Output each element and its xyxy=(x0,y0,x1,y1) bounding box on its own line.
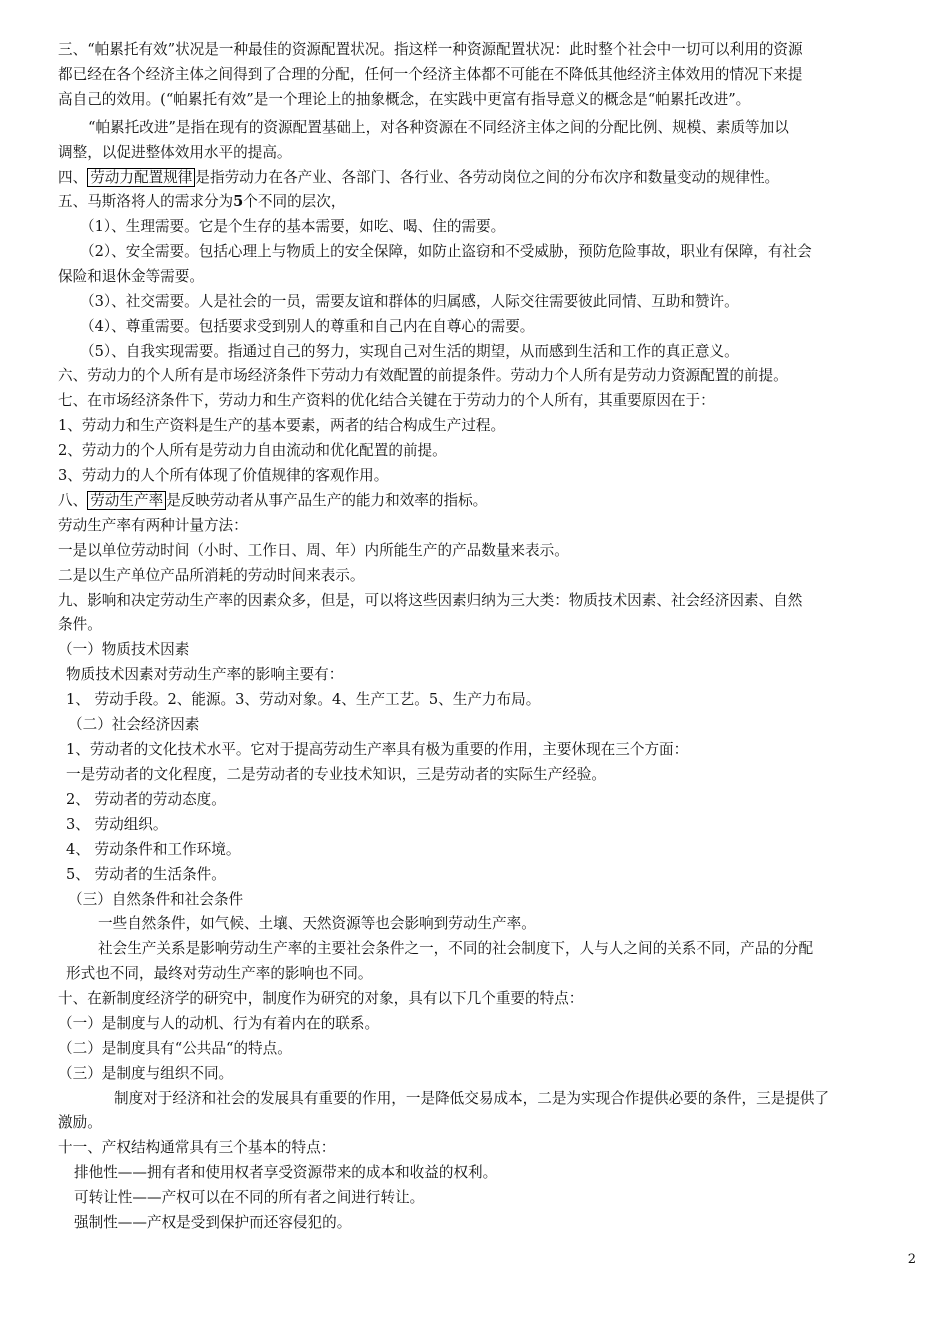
text-line: （3）、社交需要。人是社会的一员，需要友谊和群体的归属感，人际交往需要彼此同情、互助和赞许。 xyxy=(80,293,739,310)
text-line xyxy=(58,192,345,212)
page-number: 2 xyxy=(907,1252,916,1267)
text-line: 3、 劳动组织。 xyxy=(66,816,168,833)
text-line: 激励。 xyxy=(58,1114,102,1131)
boxed-term: 劳动生产率 xyxy=(87,491,166,510)
text-line: 调整，以促进整体效用水平的提高。 xyxy=(58,144,292,161)
text-line: 3、劳动力的人个所有体现了价值规律的客观作用。 xyxy=(58,467,389,484)
text-line: 高自己的效用。(“帕累托有效”是一个理论上的抽象概念，在实践中更富有指导意义的概念是“帕累托改进”。 xyxy=(58,91,751,108)
text-line: （三）是制度与组织不同。 xyxy=(58,1065,234,1082)
text-line: 十、在新制度经济学的研究中，制度作为研究的对象，具有以下几个重要的特点： xyxy=(58,990,584,1007)
text-line: （二）社会经济因素 xyxy=(68,716,200,733)
boxed-term: 劳动力配置规律 xyxy=(87,168,195,187)
text-line: 2、劳动力的个人所有是劳动力自由流动和优化配置的前提。 xyxy=(58,442,447,459)
text-line: 物质技术因素对劳动生产率的影响主要有： xyxy=(66,666,344,683)
text-line: （5）、自我实现需要。指通过自己的努力，实现自己对生活的期望，从而感到生活和工作的真正意义。 xyxy=(80,343,739,360)
text-line: 5、 劳动者的生活条件。 xyxy=(66,866,226,883)
text-line: 1、劳动力和生产资料是生产的基本要素，两者的结合构成生产过程。 xyxy=(58,417,506,434)
text-line: （三）自然条件和社会条件 xyxy=(68,891,244,908)
text-line: 二是以生产单位产品所消耗的劳动时间来表示。 xyxy=(58,567,365,584)
text-line: “帕累托改进”是指在现有的资源配置基础上，对各种资源在不同经济主体之间的分配比例、规模、素质等加以 xyxy=(88,119,789,136)
text-line: 4、 劳动条件和工作环境。 xyxy=(66,841,241,858)
text-line: 可转让性——产权可以在不同的所有者之间进行转让。 xyxy=(74,1189,425,1206)
text-line: 一是劳动者的文化程度，二是劳动者的专业技术知识，三是劳动者的实际生产经验。 xyxy=(66,766,606,783)
text-line: 2、 劳动者的劳动态度。 xyxy=(66,791,226,808)
text-line: （2）、安全需要。包括心理上与物质上的安全保障，如防止盗窃和不受威胁，预防危险事故，职业有保障，有社会 xyxy=(80,243,812,260)
text-line xyxy=(58,491,487,511)
text-line: 都已经在各个经济主体之间得到了合理的分配，任何一个经济主体都不可能在不降低其他经济主体效用的情况下来提 xyxy=(58,66,803,83)
line-prefix: 四、 xyxy=(58,169,88,186)
text-line: （二）是制度具有“公共品“的特点。 xyxy=(58,1040,292,1057)
text-line: （1）、生理需要。它是个生存的基本需要，如吃、喝、住的需要。 xyxy=(80,218,506,235)
text-line: 一是以单位劳动时间（小时、工作日、周、年）内所能生产的产品数量来表示。 xyxy=(58,542,569,559)
line-prefix: 八、 xyxy=(58,492,88,509)
line-prefix: 五、马斯洛将人的需求分为 xyxy=(58,193,234,210)
text-line: 1、 劳动手段。2、能源。3、劳动对象。4、生产工艺。5、生产力布局。 xyxy=(66,691,541,708)
text-line: （一）是制度与人的动机、行为有着内在的联系。 xyxy=(58,1015,380,1032)
line-suffix: 是反映劳动者从事产品生产的能力和效率的指标。 xyxy=(166,492,488,509)
text-line: 三、“帕累托有效”状况是一种最佳的资源配置状况。指这样一种资源配置状况：此时整个社会中一切可以利用的资源 xyxy=(58,41,803,58)
text-line: 六、劳动力的个人所有是市场经济条件下劳动力有效配置的前提条件。劳动力个人所有是劳动力资源配置的前提。 xyxy=(58,367,788,384)
text-line: 形式也不同，最终对劳动生产率的影响也不同。 xyxy=(66,965,373,982)
text-line: 条件。 xyxy=(58,616,102,633)
text-line: 劳动生产率有两种计量方法： xyxy=(58,517,248,534)
text-line: 制度对于经济和社会的发展具有重要的作用，一是降低交易成本，二是为实现合作提供必要的条件，三是提供了 xyxy=(114,1090,830,1107)
text-line: （4）、尊重需要。包括要求受到别人的尊重和自己内在自尊心的需要。 xyxy=(80,318,535,335)
text-line: 保险和退休金等需要。 xyxy=(58,268,204,285)
line-suffix: 个不同的层次， xyxy=(243,193,346,210)
text-line: 强制性——产权是受到保护而还容侵犯的。 xyxy=(74,1214,352,1231)
text-line: 十一、产权结构通常具有三个基本的特点： xyxy=(58,1139,336,1156)
text-line xyxy=(58,168,779,188)
text-line: 九、影响和决定劳动生产率的因素众多，但是，可以将这些因素归纳为三大类：物质技术因素、社会经济因素、自然 xyxy=(58,592,803,609)
text-line: 一些自然条件，如气候、土壤、天然资源等也会影响到劳动生产率。 xyxy=(98,915,536,932)
text-line: 社会生产关系是影响劳动生产率的主要社会条件之一，不同的社会制度下，人与人之间的关系不同，产品的分配 xyxy=(98,940,814,957)
text-line: 七、在市场经济条件下，劳动力和生产资料的优化结合关键在于劳动力的个人所有，其重要原因在于： xyxy=(58,392,715,409)
text-line: 排他性——拥有者和使用权者享受资源带来的成本和收益的权利。 xyxy=(74,1164,498,1181)
text-line: 1、劳动者的文化技术水平。它对于提高劳动生产率具有极为重要的作用，主要休现在三个方面： xyxy=(66,741,689,758)
bold-number: 5 xyxy=(233,193,244,210)
text-line: （一）物质技术因素 xyxy=(58,641,190,658)
line-suffix: 是指劳动力在各产业、各部门、各行业、各劳动岗位之间的分布次序和数量变动的规律性。 xyxy=(195,169,780,186)
